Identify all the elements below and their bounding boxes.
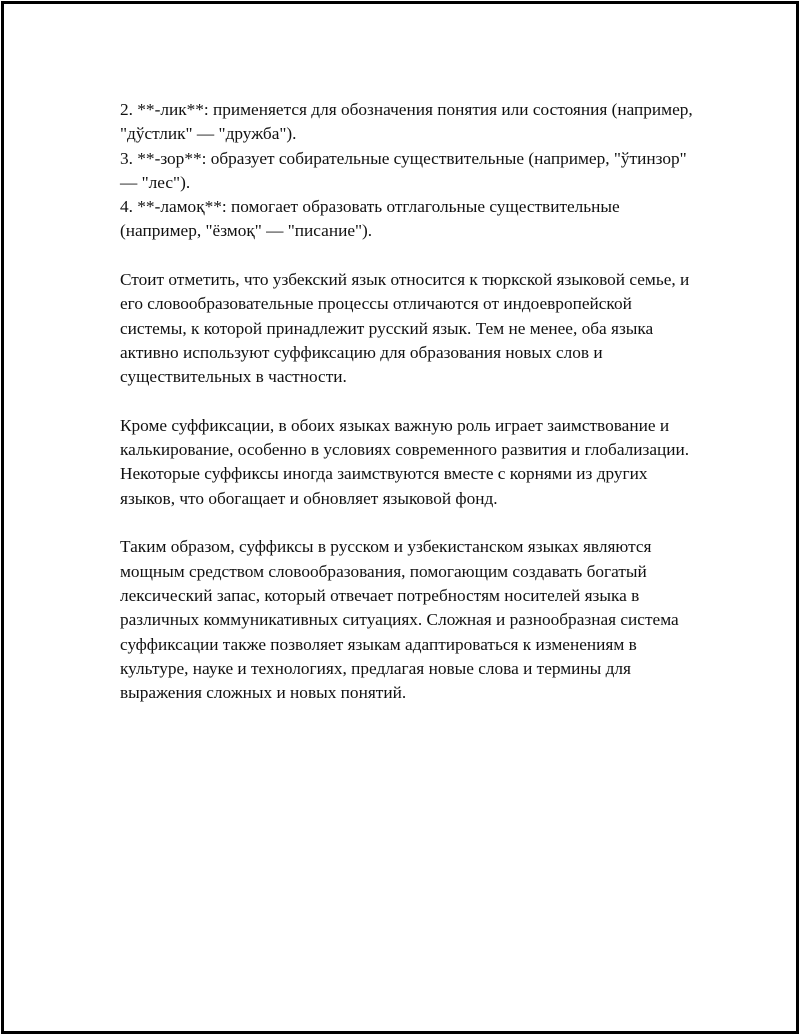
paragraph-language-families: Стоит отметить, что узбекский язык относится к тюркской языковой семье, и его словообразовательные процессы отличаются от индоевропейской системы, к которой принадлежит русский язык. Тем не менее, оба языка активно используют суффиксацию для образования новых слов и существительных в частности. [120,270,690,387]
document-body [120,98,700,705]
list-item-suffix-zor: 3. **-зор**: образует собирательные существительные (например, "ўтинзор" — "лес"). [120,148,687,192]
page-frame [1,1,799,1034]
list-item-suffix-lik: 2. **-лик**: применяется для обозначения понятия или состояния (например, "дўстлик" — "дружба"). [120,100,693,144]
list-item-suffix-lamoq: 4. **-ламоқ**: помогает образовать отглагольные существительные (например, "ёзмоқ" — "писание"). [120,197,620,241]
paragraph-borrowing: Кроме суффиксации, в обоих языках важную роль играет заимствование и калькирование, особенно в условиях современного развития и глобализации. Некоторые суффиксы иногда заимствуются вместе с корнями из других языков, что обогащает и обновляет языковой фонд. [120,415,690,508]
paragraph-conclusion: Таким образом, суффиксы в русском и узбекистанском языках являются мощным средством словообразования, помогающим создавать богатый лексический запас, который отвечает потребностям носителей языка в различных коммуникативных ситуациях. Сложная и разнообразная система суффиксации также позволяет языкам адаптироваться к изменениям в культуре, науке и технологиях, предлагая новые слова и термины для выражения сложных и новых понятий. [120,537,679,703]
